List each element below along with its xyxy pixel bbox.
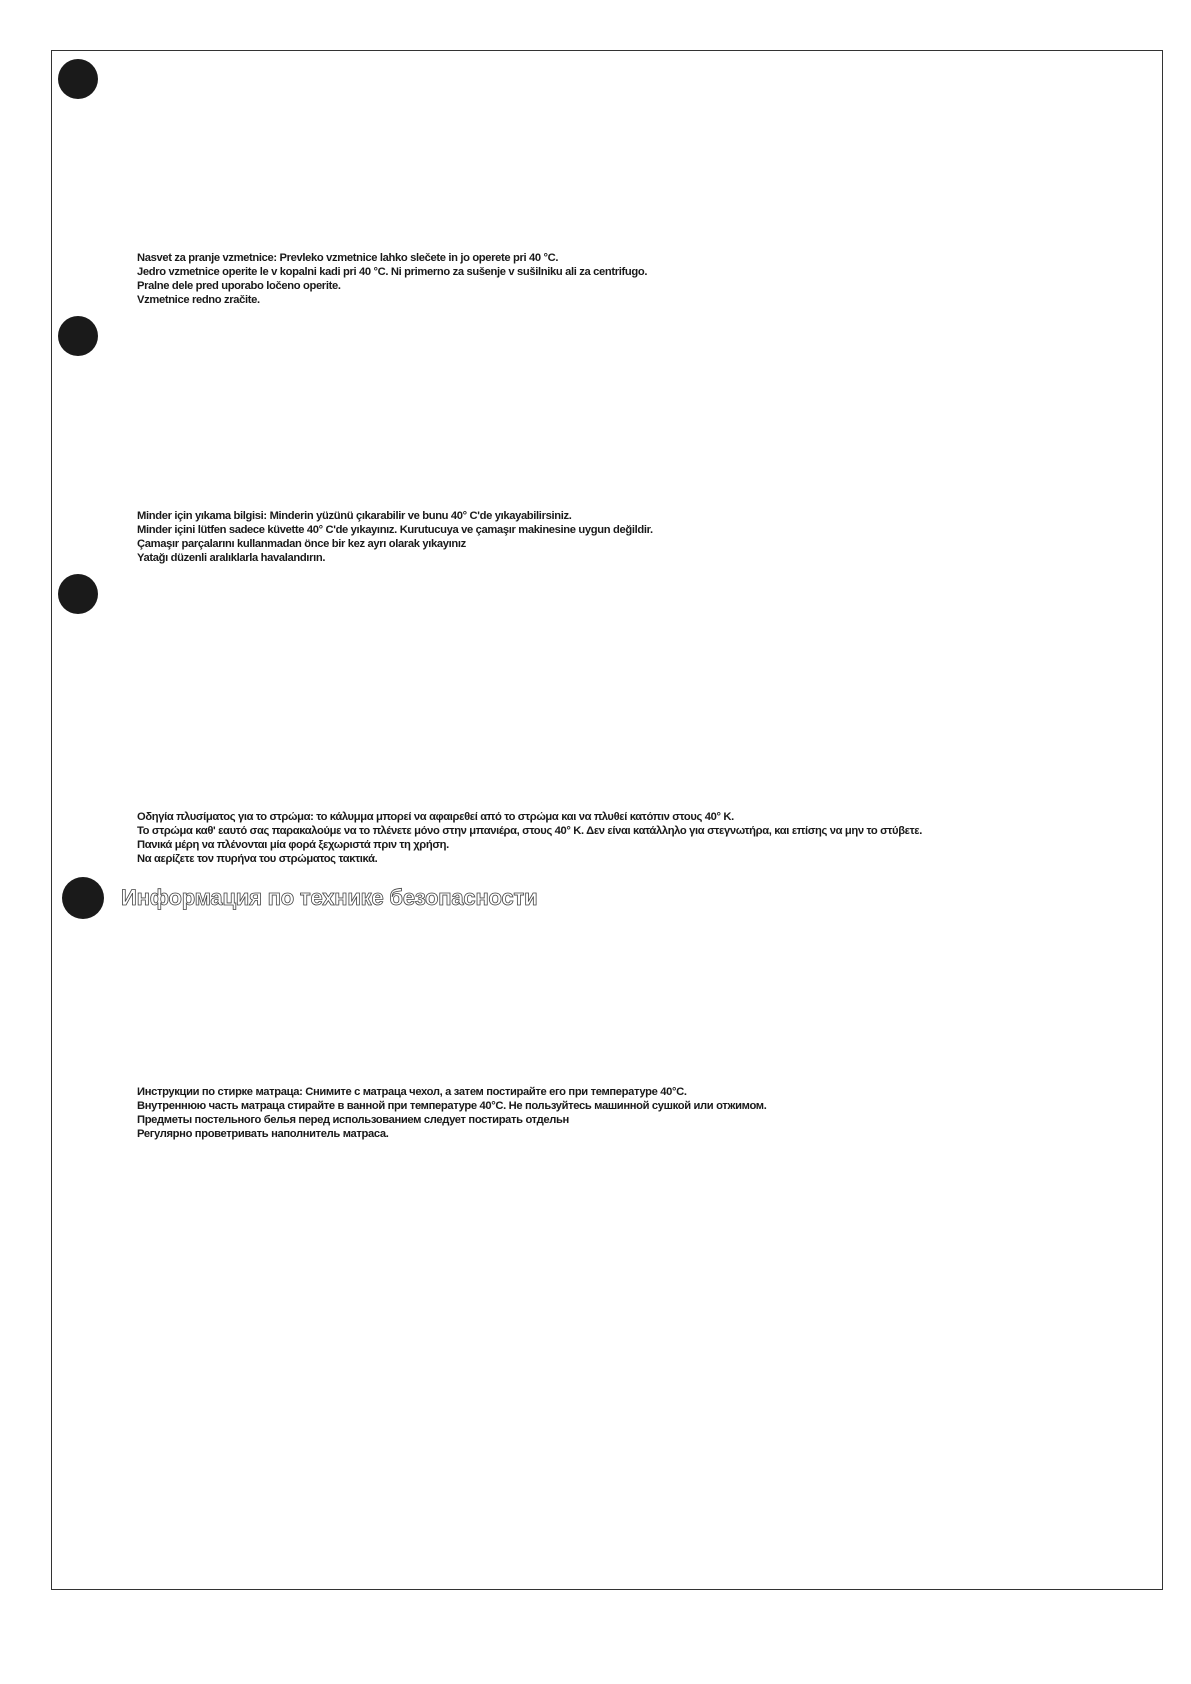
washing-instructions-tr	[137, 509, 653, 565]
text-line: Minder için yıkama bilgisi: Minderin yüzünü çıkarabilir ve bunu 40° C'de yıkayabilirsiniz.	[137, 510, 572, 522]
text-line: Minder içini lütfen sadece küvette 40° C'de yıkayınız. Kurutucuya ve çamaşır makinesine uygun değildir.	[137, 524, 653, 536]
text-line: Регулярно проветривать наполнитель матраса.	[137, 1128, 389, 1140]
washing-instructions-ru	[137, 1085, 766, 1141]
text-line: Nasvet za pranje vzmetnice: Prevleko vzmetnice lahko slečete in jo operete pri 40 °C.	[137, 252, 559, 264]
washing-instructions-el	[137, 810, 922, 866]
washing-instructions-sl	[137, 251, 647, 307]
text-line: Jedro vzmetnice operite le v kopalni kadi pri 40 °C. Ni primerno za sušenje v sušilniku ali za centrifugo.	[137, 266, 648, 278]
text-line: Внутреннюю часть матраца стирайте в ванной при температуре 40°C. Не пользуйтесь машинной сушкой или отжимом.	[137, 1100, 767, 1112]
text-line: Πανικά μέρη να πλένονται μία φορά ξεχωριστά πριν τη χρήση.	[137, 839, 449, 851]
text-line: Pralne dele pred uporabo ločeno operite.	[137, 280, 341, 292]
text-line: Το στρώμα καθ' εαυτό σας παρακαλούμε να το πλένετε μόνο στην μπανιέρα, στους 40° Κ. Δεν είναι κατάλληλο για στεγνωτήρα, και επίσης να μην το στύβετε.	[137, 825, 923, 837]
text-line: Предметы постельного белья перед использованием следует постирать отдельн	[137, 1114, 569, 1126]
text-line: Yatağı düzenli aralıklarla havalandırın.	[137, 552, 326, 564]
text-line: Инструкции по стирке матраца: Снимите с матраца чехол, а затем постирайте его при температуре 40°C.	[137, 1086, 687, 1098]
section-marker-el	[58, 574, 98, 614]
section-marker-ru	[62, 877, 104, 919]
text-line: Çamaşır parçalarını kullanmadan önce bir kez ayrı olarak yıkayınız	[137, 538, 466, 550]
text-line: Vzmetnice redno zračite.	[137, 294, 260, 306]
safety-information-heading: Информация по технике безопасности	[121, 885, 538, 910]
section-marker-tr	[58, 316, 98, 356]
text-line: Να αερίζετε τον πυρήνα του στρώματος τακτικά.	[137, 853, 378, 865]
text-line: Οδηγία πλυσίματος για το στρώμα: το κάλυμμα μπορεί να αφαιρεθεί από το στρώμα και να πλυθεί κατόπιν στους 40° Κ.	[137, 811, 734, 823]
section-marker-sl	[58, 59, 98, 99]
